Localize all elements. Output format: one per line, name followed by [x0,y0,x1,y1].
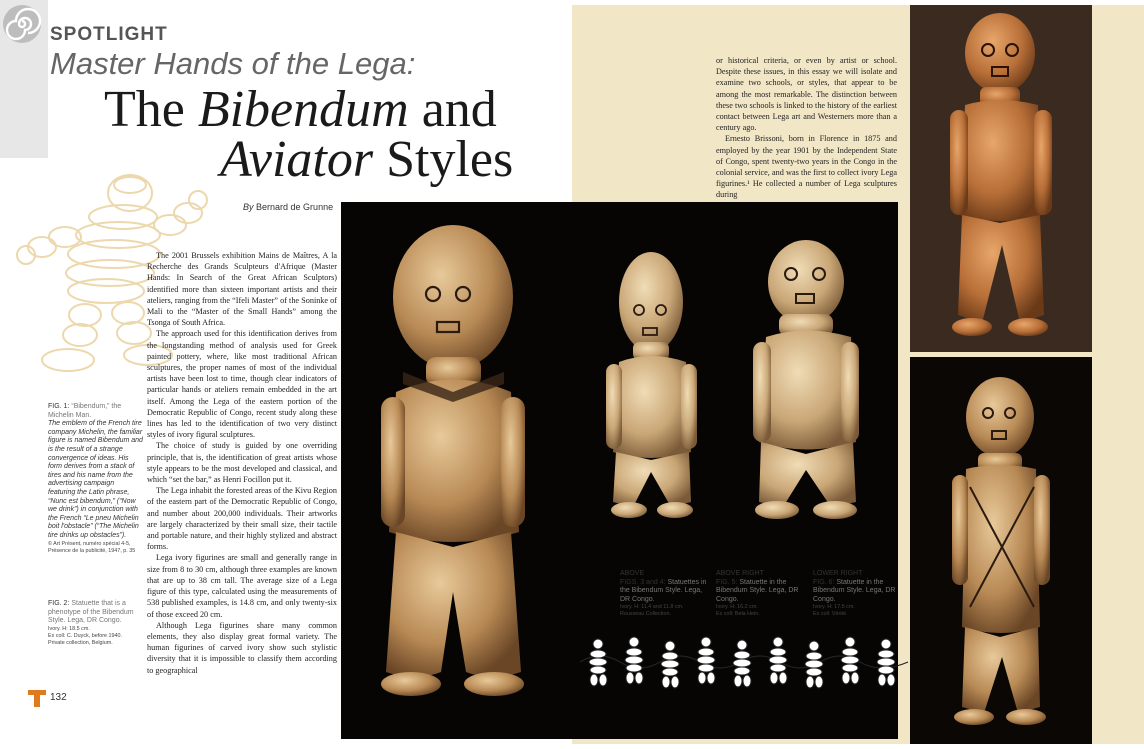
statuette-fig-6-icon [910,357,1092,744]
article-kicker: Master Hands of the Lega: [50,46,416,81]
caption-heading: ABOVE [620,570,645,577]
caption-fig-6 [813,570,897,618]
caption-credit: Private collection, Belgium. [48,639,113,646]
body-paragraph: or historical criteria, or even by artist or school. Despite these issues, in this essay we will isolate and examine two schools, or styles, that appear to be among the most remarkable. The distinction between these two schools is linked to the history of the earliest contact between Lega art and Westerners more than a century ago. [716,56,897,133]
body-paragraph: The Lega inhabit the forested areas of the Kivu Region of the eastern part of the Democratic Republic of Congo, and number about 200,000 individuals. Their artworks are largely characterized by their small size, their tactile and portable nature, and their highly stylized and abstract forms. [147,486,337,552]
caption-credit: Ex coll: Bela Hein. [716,611,760,618]
caption-credit: Ivory. H: 16.2 cm. [716,604,758,611]
title-word-styles: Styles [386,131,514,188]
caption-label: FIG. 6: [813,578,835,586]
statuette-fig-5-icon [910,5,1092,352]
spiral-logo-icon [2,4,42,44]
caption-fig-1 [48,403,143,555]
caption-credit: Ex coll: C. Duyck, before 1940. [48,632,123,639]
body-paragraph: Ernesto Brissoni, born in Florence in 1875 and employed by the year 1901 by the Independent State of Congo, spent twenty-two years in the Congo in the colonial service, and was the first to collect ivory Lega figurines.¹ He collected a number of Lega sculptures during [716,134,897,200]
page-edge-strip [1119,5,1144,744]
caption-credit: Ivory. H: 17.5 cm. [813,604,855,611]
caption-title: “Bibendum,” the Michelin Man. [48,403,122,419]
statuette-fig-4 [753,240,859,519]
body-text-column-right [716,55,897,200]
article-title-line-2 [220,130,513,189]
caption-credit: Ivory. H: 18.5 cm. [48,625,90,632]
caption-credit: Ex coll: Vérité. [813,611,848,618]
page-number: 132 [50,692,67,703]
body-text-column-left [147,250,337,675]
body-paragraph: The approach used for this identification derives from the longstanding method of analysis used for Greek painted pottery, where, like most traditional African sculptures, the proper names of most of the individual artists have been lost to time, though clear indicators of particular hands or ateliers remain embedded in the art itself. Among the Lega of the eastern portion of the Democratic Republic of Congo, recent study along these lines has led to the identification of two very distinct styles of ivory figural sculptures. [147,329,337,440]
caption-heading: LOWER RIGHT [813,570,863,577]
title-word-and: and [421,81,497,138]
title-word-aviator: Aviator [220,131,374,188]
caption-fig-5 [716,570,800,618]
body-paragraph: Although Lega figurines share many common elements, they also display great formal variety. The human figurines of carved ivory show such stylistic diversity that it is impossible to classify them according to geographical [147,620,337,675]
tribal-t-logo-icon [27,688,47,708]
caption-fig-2 [48,600,143,647]
photo-fig-5 [910,5,1092,352]
caption-credit: Rousseau Collection. [620,611,671,618]
statuette-fig-3 [606,252,697,518]
body-paragraph: The 2001 Brussels exhibition Mains de Maîtres, A la Recherche des Grands Sculpteurs d'Afrique (Master Hands: In Search of the Great African Sculptors) identified more than sixteen important artists and their ateliers, ranging from the “Ifeli Master” of the Soninke of Mali to the “Master of the Small Hands” among the Tsonga of South Africa. [147,251,337,328]
caption-title: Statuette in the Bibendum Style. Lega, DR Congo. [813,578,896,603]
byline-prefix: By [243,202,254,212]
caption-credit: © Art Présent, numéro spécial 4-5, Présence de la publicité, 1947, p. 35 [48,540,136,554]
caption-credit: Ivory. H: 11.4 and 11.8 cm. [620,604,684,611]
caption-label: FIG. 5: [716,578,738,586]
caption-title: Statuette that is a phenotype of the Bibendum Style. Lega, DR Congo. [48,600,134,625]
caption-label: FIG. 2: [48,600,70,607]
statuette-fig-2 [381,225,525,696]
caption-figs-3-4 [620,570,710,618]
title-word-the: The [104,81,185,138]
caption-title: Statuette in the Bibendum Style. Lega, DR Congo. [716,578,799,603]
caption-label: FIG. 1: [48,403,70,410]
caption-title: Statuettes in the Bibendum Style. Lega, DR Congo. [620,578,707,603]
body-paragraph: The choice of study is guided by one overriding principle, that is, the identification of great artists whose style appears to be the most developed and classical, and which “set the bar,” as Henri Focillon put it. [147,441,337,485]
caption-label: FIGS. 3 and 4: [620,578,666,586]
body-paragraph: Lega ivory figurines are small and generally range in size from 8 to 30 cm, although three examples are known that are up to 38 cm tall. The average size of a Lega figure of this type, calculated using the measurements of 538 published examples, is 14.8 cm, and only twenty-six of those exceed 20 cm. [147,553,337,619]
michelin-men-frieze-icon [580,632,908,688]
title-word-bibendum: Bibendum [197,81,409,138]
byline-author: Bernard de Grunne [256,202,334,212]
photo-fig-6 [910,357,1092,744]
caption-body: The emblem of the French tire company Michelin, the familiar figure is named Bibendum and is the result of a strange convergence of ideas. His form derives from a stack of tires and his name from the advertising campaign featuring the Latin phrase, “Nunc est bibendum,” (“Now we drink”) in conjunction with the French “Le pneu Michelin boit l'obstacle” (“The Michelin tire drinks up obstacles”). [48,420,143,539]
caption-heading: ABOVE RIGHT [716,570,764,577]
section-label: SPOTLIGHT [50,24,168,45]
byline [243,202,333,212]
